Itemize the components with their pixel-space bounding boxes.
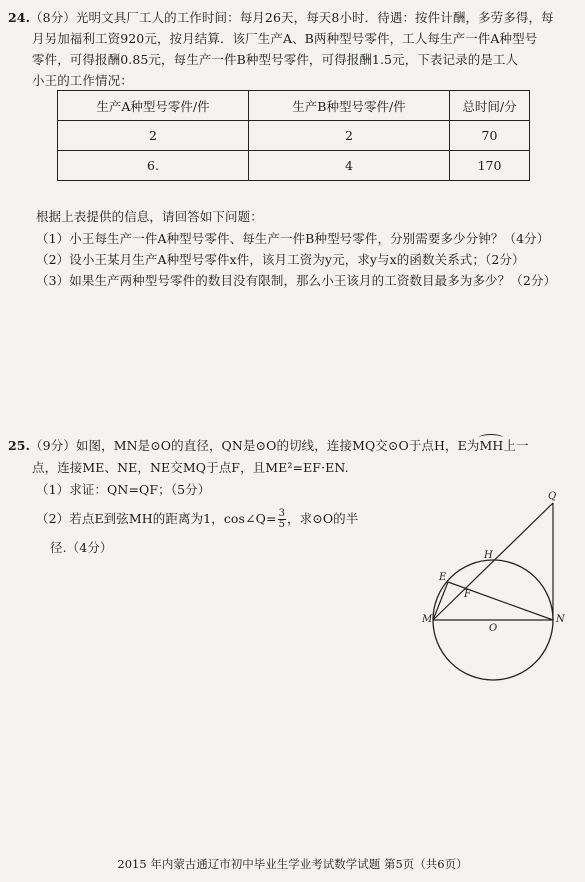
q24-line-4: 小王的工作情况： [32, 73, 133, 88]
q25-number: 25. [8, 438, 31, 453]
q25-line-2: 点，连接ME、NE，NE交MQ于点F，且ME²=EF·EN. [32, 460, 349, 475]
label-n: N [556, 614, 565, 625]
label-o: O [489, 623, 498, 634]
q24-part-3: （3）如果生产两种型号零件的数目没有限制，那么小王该月的工资数目最多为多少？（2分） [36, 273, 557, 288]
table-header-row [58, 91, 530, 121]
line-me [433, 582, 448, 620]
table-header-cell: 总时间/分 [450, 91, 530, 121]
label-h: H [484, 550, 493, 561]
table-cell: 2 [249, 121, 450, 151]
table-row [58, 121, 530, 151]
table-cell: 70 [450, 121, 530, 151]
q24-work-table [57, 90, 530, 181]
table-header-cell: 生产A种型号零件/件 [58, 91, 249, 121]
label-f: F [464, 589, 471, 600]
q24-line-1: 24.（8分）光明文具厂工人的工作时间：每月26天，每天8小时．待遇：按件计酬，多劳多得，每 [8, 10, 554, 25]
line-mq [433, 503, 553, 620]
q24-line-2: 月另加福利工资920元，按月结算．该厂生产A、B两种型号零件，工人每生产一件A种型号 [32, 31, 538, 46]
table-cell: 2 [58, 121, 249, 151]
q25-part-2-cont: 径.（4分） [50, 540, 113, 555]
table-cell: 4 [249, 151, 450, 181]
label-e: E [439, 572, 447, 583]
line-en [448, 582, 553, 620]
label-m: M [422, 614, 433, 625]
q24-part-2: （2）设小王某月生产A种型号零件x件，该月工资为y元，求y与x的函数关系式；（2分） [36, 252, 525, 267]
q25-part-1: （1）求证：QN=QF；（5分） [36, 482, 211, 497]
circle-geometry-figure [420, 485, 580, 685]
q24-number: 24. [8, 10, 31, 25]
q24-part-1: （1）小王每生产一件A种型号零件、每生产一件B种型号零件，分别需要多少分钟？（4分） [36, 231, 550, 246]
table-row [58, 151, 530, 181]
label-q: Q [548, 491, 557, 502]
arc-mh: MH [479, 438, 504, 453]
table-cell: 170 [450, 151, 530, 181]
table-header-cell: 生产B种型号零件/件 [249, 91, 450, 121]
fraction-three-fifths: $\frac{3}{5}$ [278, 508, 286, 530]
q25-line-1: 25.（9分）如图，MN是⊙O的直径，QN是⊙O的切线，连接MQ交⊙O于点H，E为MH上一 [8, 438, 529, 453]
table-cell: 6. [58, 151, 249, 181]
q25-part-2: （2）若点E到弦MH的距离为1，cos∠Q= $\frac{3}{5}$ ，求⊙O的半 [36, 508, 359, 530]
q24-intro: 根据上表提供的信息，请回答如下问题： [36, 209, 263, 224]
page-footer: 2015 年内蒙古通辽市初中毕业生学业考试数学试题 第5页（共6页） [117, 857, 468, 871]
q24-line-3: 零件，可得报酬0.85元，每生产一件B种型号零件，可得报酬1.5元，下表记录的是工人 [32, 52, 519, 67]
